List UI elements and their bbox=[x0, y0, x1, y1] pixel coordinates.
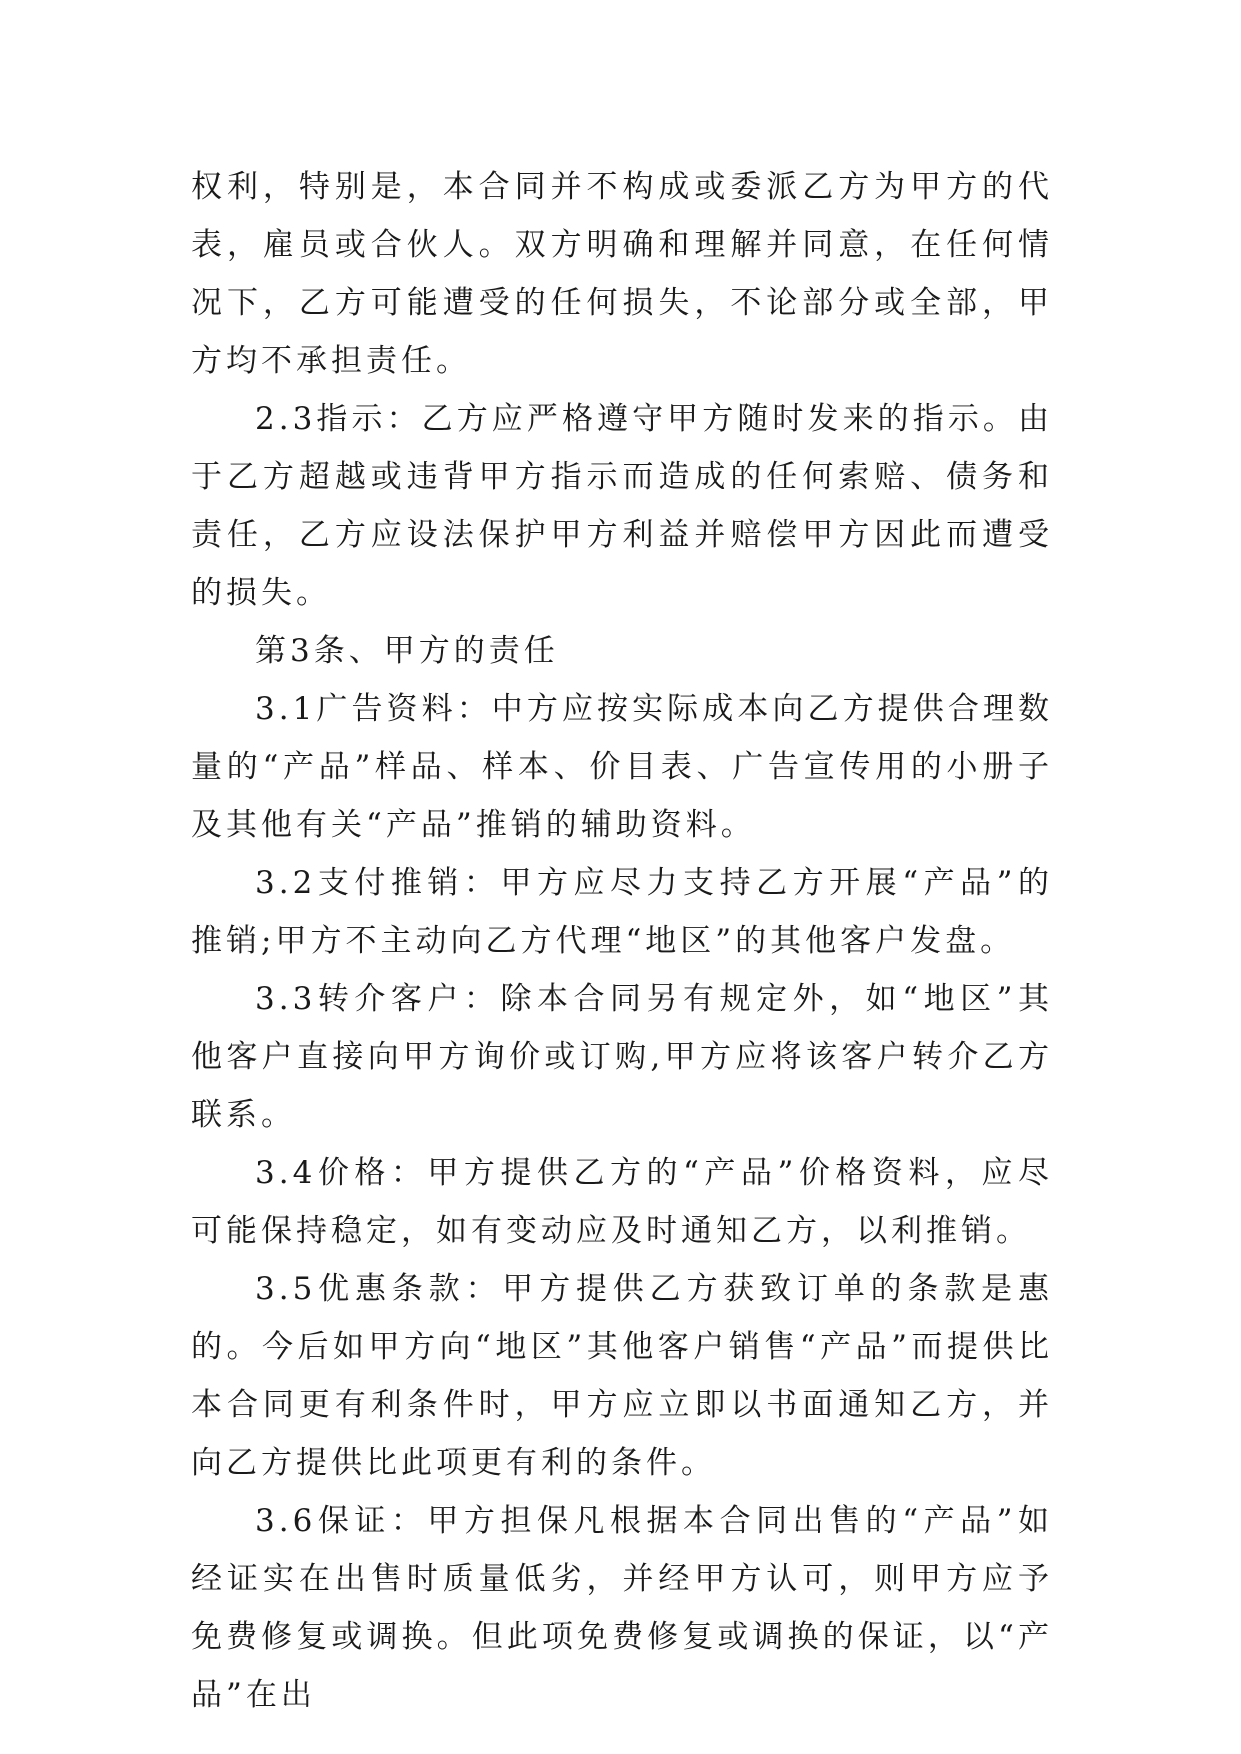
paragraph-clause-3-3: 3.3转介客户：除本合同另有规定外，如“地区”其他客户直接向甲方询价或订购,甲方应将该客户转介乙方联系。 bbox=[191, 981, 1053, 1133]
section-heading-article-3: 第3条、甲方的责任 bbox=[255, 633, 559, 669]
paragraph-clause-3-1: 3.1广告资料：中方应按实际成本向乙方提供合理数量的“产品”样品、样本、价目表、广告宣传用的小册子及其他有关“产品”推销的辅助资料。 bbox=[191, 691, 1053, 843]
paragraph-clause-2-3: 2.3指示：乙方应严格遵守甲方随时发来的指示。由于乙方超越或违背甲方指示而造成的任何索赔、债务和责任，乙方应设法保护甲方利益并赔偿甲方因此而遭受的损失。 bbox=[191, 401, 1053, 611]
paragraph-clause-3-6: 3.6保证：甲方担保凡根据本合同出售的“产品”如经证实在出售时质量低劣，并经甲方认可，则甲方应予免费修复或调换。但此项免费修复或调换的保证，以“产品”在出 bbox=[191, 1503, 1053, 1713]
paragraph-clause-3-5: 3.5优惠条款：甲方提供乙方获致订单的条款是惠的。今后如甲方向“地区”其他客户销售“产品”而提供比本合同更有利条件时，甲方应立即以书面通知乙方，并向乙方提供比此项更有利的条件。 bbox=[191, 1271, 1053, 1481]
paragraph-clause-3-4: 3.4价格：甲方提供乙方的“产品”价格资料，应尽可能保持稳定，如有变动应及时通知乙方，以利推销。 bbox=[191, 1155, 1053, 1249]
paragraph-rights-continued: 权利，特别是，本合同并不构成或委派乙方为甲方的代表，雇员或合伙人。双方明确和理解并同意，在任何情况下，乙方可能遭受的任何损失，不论部分或全部，甲方均不承担责任。 bbox=[191, 169, 1053, 379]
paragraph-clause-3-2: 3.2支付推销：甲方应尽力支持乙方开展“产品”的推销;甲方不主动向乙方代理“地区”的其他客户发盘。 bbox=[191, 865, 1053, 959]
document-body bbox=[191, 158, 1053, 1724]
